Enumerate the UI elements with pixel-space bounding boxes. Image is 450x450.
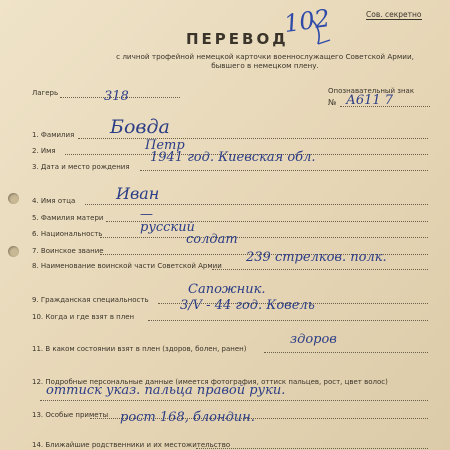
relatives-label: 14. Ближайшие родственники и их местожительство bbox=[32, 441, 231, 449]
underline bbox=[264, 352, 428, 353]
rank-value: солдат bbox=[186, 232, 238, 247]
page-number: 102 bbox=[282, 3, 332, 39]
surname-value: Бовда bbox=[110, 116, 170, 138]
unit-value: 239 стрелков. полк. bbox=[246, 250, 387, 265]
id-prefix: № bbox=[328, 98, 337, 107]
underline bbox=[85, 204, 428, 205]
nationality-value: русский bbox=[140, 220, 195, 235]
classification-stamp: Сов. секретно bbox=[366, 10, 422, 19]
civil-profession-value: Сапожник. bbox=[188, 282, 266, 297]
mother-surname-label: 5. Фамилия матери bbox=[32, 214, 104, 222]
captured-value: 3/V - 44 год. Ковель bbox=[180, 298, 315, 313]
condition-value: здоров bbox=[290, 332, 337, 347]
father-name-label: 4. Имя отца bbox=[32, 197, 76, 205]
birth-value: 1941 год. Киевская обл. bbox=[150, 150, 316, 165]
underline bbox=[40, 400, 428, 401]
personal-data-value: оттиск указ. пальца правой руки. bbox=[46, 383, 286, 398]
underline bbox=[212, 269, 428, 270]
name-label: 2. Имя bbox=[32, 147, 56, 155]
features-value: рост 168, блондин. bbox=[120, 410, 255, 425]
rank-label: 7. Воинское звание bbox=[32, 247, 104, 255]
camp-value: 318 bbox=[104, 89, 129, 104]
name-value: Петр bbox=[145, 138, 185, 153]
nationality-label: 6. Национальность bbox=[32, 230, 103, 238]
birth-label: 3. Дата и место рождения bbox=[32, 163, 130, 171]
underline bbox=[78, 138, 428, 139]
underline bbox=[148, 320, 428, 321]
underline bbox=[100, 237, 428, 238]
surname-label: 1. Фамилия bbox=[32, 131, 75, 139]
unit-label: 8. Наименование воинской части Советской Армии bbox=[32, 262, 222, 270]
father-name-value: Иван bbox=[116, 184, 160, 203]
captured-label: 10. Когда и где взят в плен bbox=[32, 313, 135, 321]
personal-data-label: 12. Подробные персональные данные (имеется фотография, оттиск пальцев, рост, цвет волос) bbox=[32, 378, 388, 386]
civil-profession-label: 9. Гражданская специальность bbox=[32, 296, 149, 304]
document-subtitle: с личной трофейной немецкой карточки военнослужащего Советской Армии, бывшего в немецком плену. bbox=[116, 52, 414, 70]
underline bbox=[140, 170, 428, 171]
underline bbox=[196, 448, 428, 449]
camp-label: Лагерь bbox=[32, 89, 59, 97]
features-label: 13. Особые приметы bbox=[32, 411, 109, 419]
mother-surname-value: — bbox=[140, 207, 153, 222]
document-title: ПЕРЕВОД bbox=[186, 30, 289, 48]
id-label: Опознавательный знак bbox=[328, 87, 415, 95]
condition-label: 11. В каком состоянии взят в плен (здоров, болен, ранен) bbox=[32, 345, 247, 353]
id-value: А611 7 bbox=[346, 93, 394, 108]
